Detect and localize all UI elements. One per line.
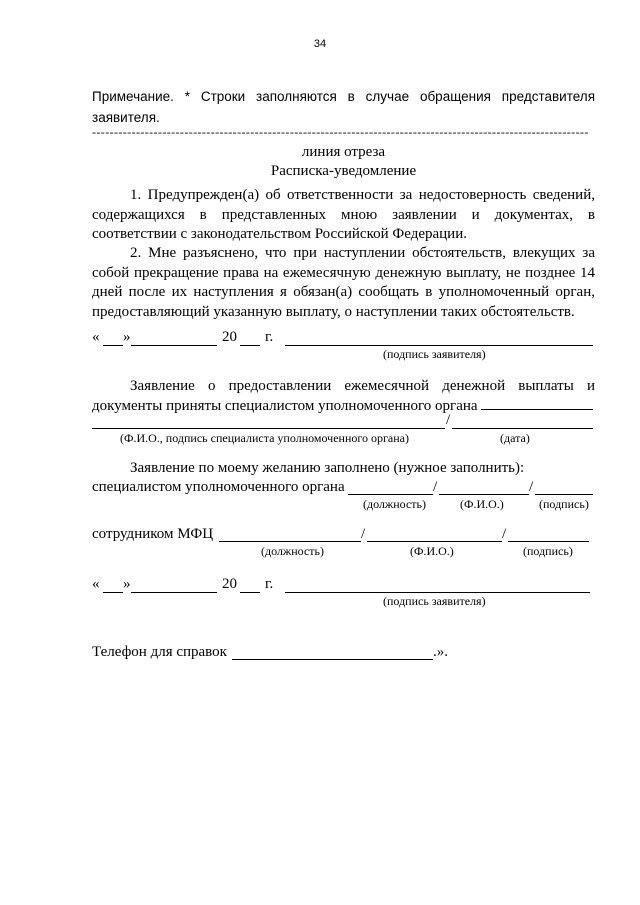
receipt-title: Расписка-уведомление <box>270 163 417 179</box>
employee-position-field[interactable] <box>219 541 361 542</box>
specialist-signature-field[interactable] <box>535 494 593 495</box>
filled-intro: Заявление по моему желанию заполнено (нужное заполнить): <box>130 460 525 476</box>
specialist-label: специалистом уполномоченного органа <box>92 479 345 495</box>
year2-field[interactable] <box>240 592 260 593</box>
paragraph-1: 1. Предупрежден(а) об ответственности за недостоверность сведений, содержащихся в представленных мною заявлении и документах, в соответствии с законодательством Российской Федерации. <box>92 187 595 242</box>
slash-4: / <box>502 526 507 542</box>
employee-signature-field[interactable] <box>508 541 589 542</box>
cut-line-label: линия отреза <box>301 144 386 160</box>
accepted-slash: / <box>446 412 451 428</box>
specialist-caption: (Ф.И.О., подпись специалиста уполномоченного органа) <box>120 431 409 445</box>
date2-open-quote: « <box>92 576 100 592</box>
slash-2: / <box>529 479 534 495</box>
phone-label: Телефон для справок <box>92 644 227 660</box>
employee-fio-field[interactable] <box>367 541 502 542</box>
year-field[interactable] <box>240 345 260 346</box>
applicant-signature2-field[interactable] <box>285 592 590 593</box>
specialist-position-caption: (должность) <box>363 497 426 511</box>
accepted-extra-field[interactable] <box>481 409 593 410</box>
year-prefix: 20 <box>222 329 237 345</box>
date-close-quote: » <box>123 329 131 345</box>
specialist-fio-signature-field[interactable] <box>92 428 445 429</box>
applicant-signature2-caption: (подпись заявителя) <box>383 594 486 608</box>
specialist-fio-caption: (Ф.И.О.) <box>460 497 504 511</box>
page-number: 34 <box>313 38 327 50</box>
employee-label: сотрудником МФЦ <box>92 526 214 542</box>
employee-position-caption: (должность) <box>261 544 324 558</box>
day-field[interactable] <box>103 345 123 346</box>
specialist-signature-caption: (подпись) <box>539 497 589 511</box>
applicant-signature-caption: (подпись заявителя) <box>383 347 486 361</box>
phone-field[interactable] <box>232 659 433 660</box>
day2-field[interactable] <box>103 592 123 593</box>
acceptance-date-field[interactable] <box>452 428 593 429</box>
month2-field[interactable] <box>131 592 217 593</box>
year2-suffix: г. <box>265 576 274 592</box>
month-field[interactable] <box>131 345 217 346</box>
accepted-text: Заявление о предоставлении ежемесячной денежной выплаты и документы приняты специалистом уполномоченного органа <box>92 378 595 414</box>
slash-1: / <box>433 479 438 495</box>
employee-signature-caption: (подпись) <box>523 544 573 558</box>
date-open-quote: « <box>92 329 100 345</box>
employee-fio-caption: (Ф.И.О.) <box>410 544 454 558</box>
note-text: Примечание. * Строки заполняются в случае обращения представителя заявителя. <box>92 89 595 125</box>
year2-prefix: 20 <box>222 576 237 592</box>
specialist-position-field[interactable] <box>348 494 433 495</box>
date-caption: (дата) <box>500 431 530 445</box>
year-suffix: г. <box>265 329 274 345</box>
date2-close-quote: » <box>123 576 131 592</box>
paragraph-2: 2. Мне разъяснено, что при наступлении обстоятельств, влекущих за собой прекращение права на ежемесячную денежную выплату, не позднее 14 дней после их наступления я обязан(а) сообщать в уполномоченный орган, предоставляющий указанную выплату, о наступлении таких обстоятельств. <box>92 245 595 320</box>
applicant-signature-field[interactable] <box>285 345 593 346</box>
specialist-fio-field[interactable] <box>439 494 529 495</box>
slash-3: / <box>361 526 366 542</box>
cut-line-dashes: ----------------------------------------------------------------------------------------------------------------- <box>92 125 589 139</box>
phone-end: .». <box>433 644 448 660</box>
